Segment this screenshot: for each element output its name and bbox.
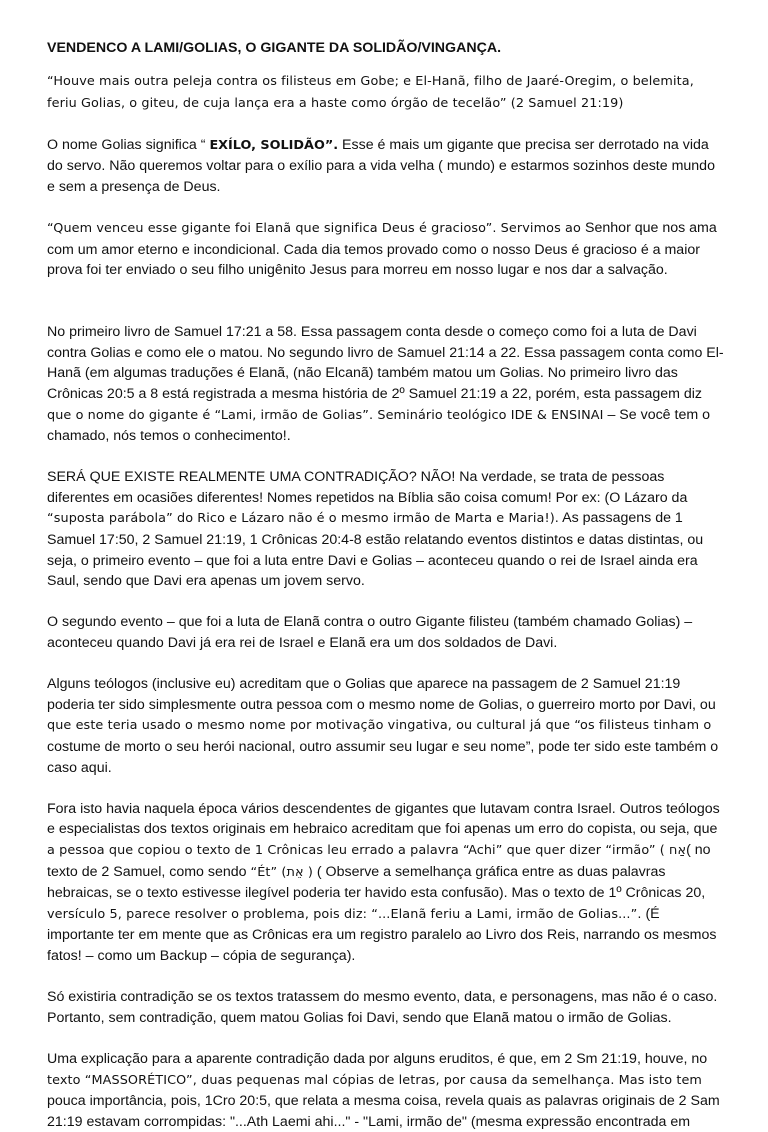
- verse-quote: “Houve mais outra peleja contra os filisteus em Gobe; e El-Hanã, filho de Jaaré-Oregim, o belemita, feriu Golias, o giteu, de cuja lança era a haste como órgão de tecelão” (2 Samuel 21:19): [47, 74, 694, 111]
- p5-text-b: “suposta parábola” do Rico e Lázaro não é o mesmo irmão de Marta e Maria!).: [47, 511, 559, 527]
- p8-text-g: versículo 5, parece resolver o problema, pois diz: “...Elanã feriu a Lami, irmão de Golias...”.: [47, 906, 642, 922]
- p8-text-c: ( no texto de 2 Samuel, como sendo: [47, 841, 711, 880]
- p8-text-a: Fora isto havia naquela época vários descendentes de gigantes que lutavam contra Israel. Outros teólogos e especialistas dos textos originais em hebraico acreditam que foi apenas um erro do copista, ou seja, que: [47, 800, 720, 838]
- p2-text-a: O nome Golias significa “: [47, 136, 210, 153]
- paragraph-elana: [47, 218, 724, 281]
- hebrew-word-et: אֵת: [286, 864, 308, 880]
- hebrew-word-achi: אַח: [664, 842, 687, 858]
- p2-emphasis: EXÍLO, SOLIDÃO”.: [209, 137, 339, 153]
- paragraph-masoretic: [47, 1049, 724, 1132]
- p8-text-b: a pessoa que copiou o texto de 1 Crônicas leu errado a palavra “Achi” que quer dizer “irmão” (: [47, 842, 665, 858]
- p8-text-h: (É importante ter em mente que as Crônicas era um registro paralelo ao Livro dos Reis, narrando os mesmos fatos! – como um Backup – cópia de segurança).: [47, 905, 717, 964]
- paragraph-theologians: [47, 674, 724, 778]
- paragraph-contradiction: [47, 467, 724, 592]
- p3-text-b: Senhor que nos ama com um amor eterno e incondicional. Cada dia temos provado como o nosso Deus é gracioso é a maior prova foi ter enviado o seu filho unigênito Jesus para morreu em nosso lugar e nos dar a salvação.: [47, 220, 717, 279]
- paragraph-verse: [47, 71, 724, 114]
- paragraph-second-event: O segundo evento – que foi a luta de Elanã contra o outro Gigante filisteu (também chamado Golias) – aconteceu quando Davi já era rei de Israel e Elanã era um dos soldados de Davi.: [47, 614, 693, 652]
- document-title: VENDENCO A LAMI/GOLIAS, O GIGANTE DA SOLIDÃO/VINGANÇA.: [47, 40, 502, 56]
- p4-text-b: que o nome do gigante é “Lami, irmão de Golias”. Seminário teológico IDE & ENSINAI: [47, 407, 604, 423]
- p10-text-c: pouca importância, pois, 1Cro 20:5, que relata a mesma coisa, revela quais as palavras originais de 2 Sam 21:19 estavam corrompidas: "...Ath Laemi ahi..." - "Lami, irmão de" (mesma expressão encontrada em: [47, 1093, 720, 1130]
- p4-text-c: – Se você tem o chamado, nós temos o conhecimento!.: [47, 406, 710, 445]
- p5-text-a: SERÁ QUE EXISTE REALMENTE UMA CONTRADIÇÃO? NÃO! Na verdade, se trata de pessoas diferentes em ocasiões diferentes! Nomes repetidos na Bíblia são coisa comum! Por ex: (O Lázaro da: [47, 469, 688, 506]
- p10-text-b: texto “MASSORÉTICO”, duas pequenas mal cópias de letras, por causa da semelhança. Mas isto tem: [47, 1072, 702, 1088]
- p5-text-c: As passagens de 1 Samuel 17:50, 2 Samuel 21:19, 1 Crônicas 20:4-8 estão relatando eventos distintos e datas distintas, ou seja, o primeiro evento – que foi a luta entre Davi e Golias – aconteceu quando o rei de Israel ainda era Saul, sendo que Davi era apenas um jovem servo.: [47, 510, 704, 590]
- paragraph-copyist-error: [47, 799, 724, 967]
- paragraph-samuel-passages: [47, 322, 724, 447]
- p10-text-a: Uma explicação para a aparente contradição dada por alguns eruditos, é que, em 2 Sm 21:19, houve, no: [47, 1050, 708, 1067]
- p7-text-c: costume de morto o seu herói nacional, outro assumir seu lugar e seu nome”, pode ter sido este também o caso aqui.: [47, 739, 719, 776]
- paragraph-conclusion: Só existiria contradição se os textos tratassem do mesmo evento, data, e personagens, mas não é o caso. Portanto, sem contradição, quem matou Golias foi Davi, sendo que Elanã matou o irmão de Golias.: [47, 989, 718, 1026]
- p7-text-b: que este teria usado o mesmo nome por motivação vingativa, ou cultural já que “os filisteus tinham o: [47, 718, 712, 734]
- p3-quote: “Quem venceu esse gigante foi Elanã que significa Deus é gracioso”. Servimos ao: [47, 221, 586, 237]
- p8-text-d: “Ét” (: [250, 864, 287, 880]
- blank-line: [47, 302, 724, 323]
- p2-text-c: Esse é mais um gigante que precisa ser derrotado na vida do servo. Não queremos voltar para o exílio para a vida velha ( mundo) e estarmos sozinhos deste mundo e sem a presença de Deus.: [47, 136, 715, 195]
- p7-text-a: Alguns teólogos (inclusive eu) acreditam que o Golias que aparece na passagem de 2 Samuel 21:19 poderia ter sido simplesmente outra pessoa com o mesmo nome de Golias, o guerreiro morto por Davi, ou: [47, 676, 716, 713]
- p8-text-f: ( Observe a semelhança gráfica entre as duas palavras hebraicas, se o texto estivesse ilegível poderia ter havido esta confusão). Mas o texto de 1º Crônicas 20,: [47, 863, 706, 902]
- p4-text-a: No primeiro livro de Samuel 17:21 a 58. Essa passagem conta desde o começo como foi a luta de Davi contra Golias e como ele o matou. No segundo livro de Samuel 21:14 a 22. Essa passagem conta como El-Hanã (em algumas traduções é Elanã, (não Elcanã) também matou um Golias. No primeiro livro das Crônicas 20:5 a 8 está registrada a mesma história de 2º Samuel 21:19 a 22, porém, esta passagem diz: [47, 324, 724, 402]
- p8-text-e: ): [307, 864, 313, 880]
- paragraph-name-meaning: [47, 135, 724, 198]
